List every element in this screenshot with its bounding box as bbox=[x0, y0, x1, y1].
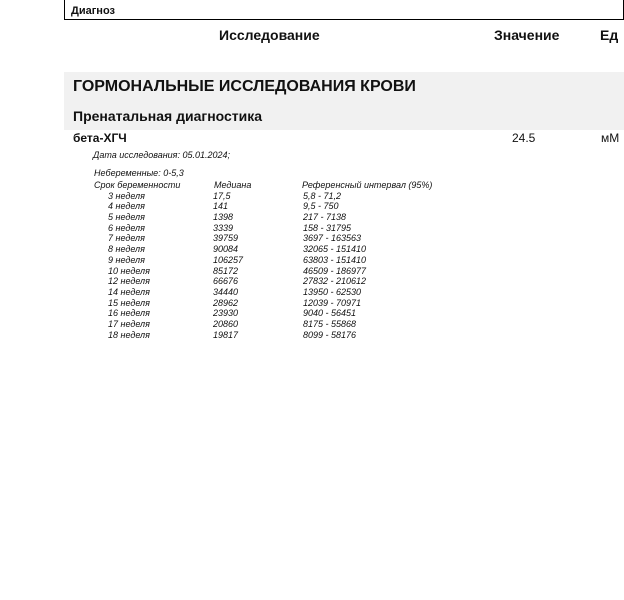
row-term: 7 неделя bbox=[108, 233, 145, 244]
row-term: 18 неделя bbox=[108, 329, 150, 340]
test-unit: мМ bbox=[601, 131, 620, 145]
row-interval: 8175 - 55868 bbox=[303, 318, 357, 329]
column-header-unit: Ед bbox=[600, 27, 619, 43]
row-term: 15 неделя bbox=[108, 297, 150, 308]
subsection-title: Пренатальная диагностика bbox=[73, 108, 263, 124]
row-median: 39759 bbox=[213, 233, 239, 244]
row-interval: 9,5 - 750 bbox=[303, 201, 339, 212]
row-interval: 13950 - 62530 bbox=[303, 286, 362, 297]
row-median: 20860 bbox=[213, 318, 239, 329]
header-interval: Референсный интервал (95%) bbox=[302, 180, 433, 190]
row-interval: 217 - 7138 bbox=[303, 212, 347, 223]
row-term: 10 неделя bbox=[108, 265, 150, 276]
row-term: 5 неделя bbox=[108, 212, 145, 223]
section-title: ГОРМОНАЛЬНЫЕ ИССЛЕДОВАНИЯ КРОВИ bbox=[73, 78, 416, 95]
row-median: 66676 bbox=[213, 276, 239, 287]
row-interval: 46509 - 186977 bbox=[303, 265, 367, 276]
row-term: 8 неделя bbox=[108, 244, 145, 255]
row-median: 141 bbox=[213, 201, 229, 212]
row-interval: 12039 - 70971 bbox=[303, 297, 362, 308]
row-median: 17,5 bbox=[213, 190, 231, 201]
row-interval: 27832 - 210612 bbox=[303, 276, 367, 287]
row-term: 12 неделя bbox=[108, 276, 150, 287]
nonpregnant-reference: Небеременные: 0-5,3 bbox=[94, 168, 184, 178]
test-name: бета-ХГЧ bbox=[73, 131, 127, 145]
row-median: 1398 bbox=[213, 212, 234, 223]
header-median: Медиана bbox=[214, 180, 252, 190]
study-date: Дата исследования: 05.01.2024; bbox=[93, 150, 231, 160]
row-interval: 5,8 - 71,2 bbox=[303, 190, 342, 201]
column-header-study: Исследование bbox=[219, 27, 320, 43]
row-median: 3339 bbox=[213, 222, 234, 233]
row-term: 16 неделя bbox=[108, 308, 150, 319]
row-median: 28962 bbox=[213, 297, 239, 308]
test-value: 24.5 bbox=[512, 131, 536, 145]
row-term: 3 неделя bbox=[108, 190, 145, 201]
row-median: 23930 bbox=[213, 308, 239, 319]
row-median: 34440 bbox=[213, 286, 239, 297]
row-interval: 8099 - 58176 bbox=[303, 329, 357, 340]
row-term: 9 неделя bbox=[108, 254, 145, 265]
row-median: 106257 bbox=[213, 254, 244, 265]
row-term: 6 неделя bbox=[108, 222, 145, 233]
row-term: 4 неделя bbox=[108, 201, 145, 212]
diagnosis-label: Диагноз bbox=[71, 5, 115, 17]
column-header-value: Значение bbox=[494, 27, 560, 43]
header-term: Срок беременности bbox=[94, 180, 181, 190]
row-interval: 3697 - 163563 bbox=[303, 233, 362, 244]
row-term: 14 неделя bbox=[108, 286, 150, 297]
row-median: 90084 bbox=[213, 244, 239, 255]
row-term: 17 неделя bbox=[108, 318, 150, 329]
row-interval: 158 - 31795 bbox=[303, 222, 352, 233]
diagnosis-field bbox=[64, 0, 624, 20]
row-median: 85172 bbox=[213, 265, 239, 276]
row-interval: 9040 - 56451 bbox=[303, 308, 357, 319]
row-interval: 32065 - 151410 bbox=[303, 244, 367, 255]
row-median: 19817 bbox=[213, 329, 239, 340]
row-interval: 63803 - 151410 bbox=[303, 254, 367, 265]
